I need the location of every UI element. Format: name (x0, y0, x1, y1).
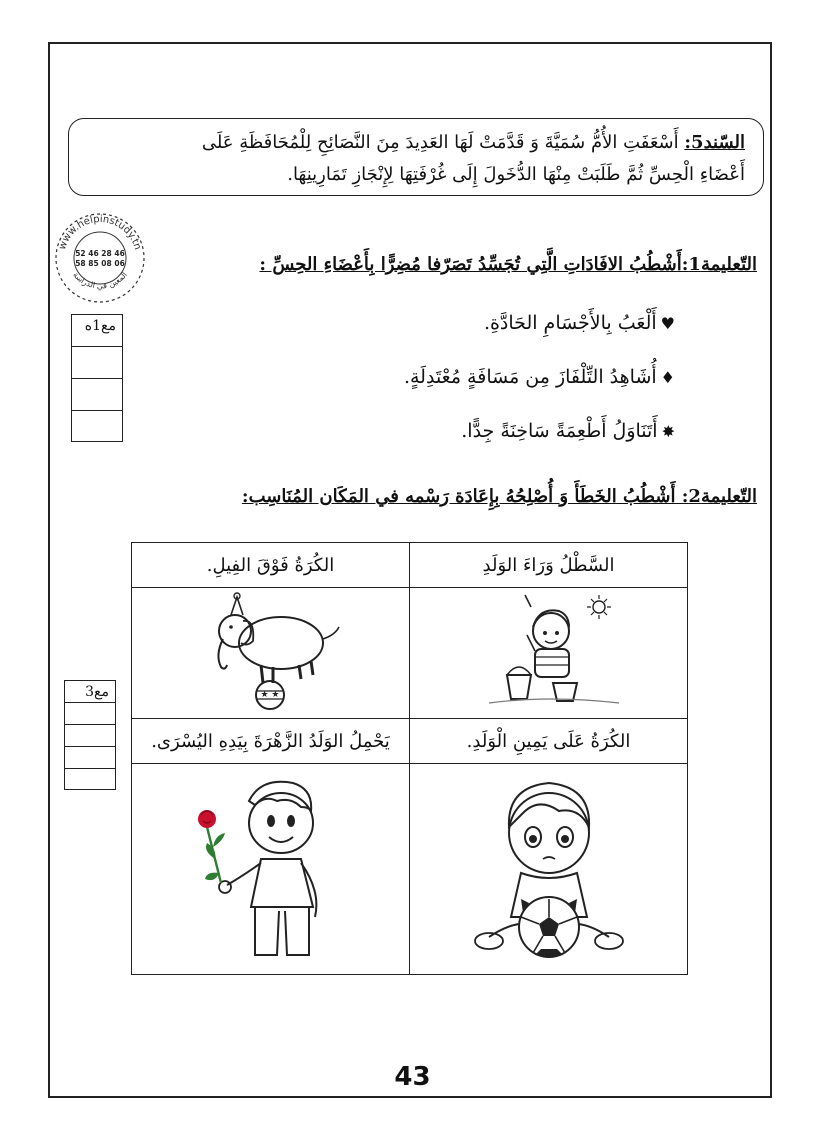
statement-3[interactable] (461, 420, 675, 442)
picture-grid (131, 542, 688, 975)
picture-cell-ball[interactable] (410, 764, 688, 975)
score-cell[interactable] (65, 747, 115, 769)
sanad-text-1: أَسْعَفَتِ الأُمُّ سُمَيَّةَ وَ قَدَّمَتْ لَهَا العَدِيدَ مِنَ النَّصَائِحِ لِلْمُحَافَظَةِ عَلَى (201, 132, 679, 153)
statement-1-text: أَلْعَبُ بِالأَجْسَامِ الحَادَّةِ. (483, 312, 657, 334)
caption-cell-ball: الكُرَةُ عَلَى يَمِينِ الْوَلَدِ. (410, 719, 688, 764)
svg-text:المعين في الدراسة (71, 270, 129, 290)
statement-3-text: أَتَنَاوَلُ أَطْعِمَةً سَاخِنَةً جِدًّا. (461, 420, 658, 442)
boy-with-bucket-icon (469, 591, 629, 711)
score-box-3 (64, 680, 116, 790)
score-box-3-label: مع3 (65, 681, 115, 703)
sanad-line-1 (87, 127, 745, 159)
picture-cell-bucket[interactable] (410, 588, 688, 719)
caption-cell-rose: يَحْمِلُ الوَلَدُ الزَّهْرَةَ بِيَدِهِ اليُسْرَى. (132, 719, 410, 764)
stamp-tagline: المعين في الدراسة (71, 270, 129, 291)
picture-cell-rose[interactable] (132, 764, 410, 975)
stamp-phone-1: 52 46 28 46 (75, 249, 125, 258)
stamp-site: www.helpinstudy.tn (57, 213, 143, 252)
instruction-2-title: التّعليمة2: أَشْطُبُ الخَطَأَ وَ أُصْلِحُهُ بِإِعَادَة رَسْمه في المَكَان المُنَاسِب: (241, 486, 757, 507)
statement-1[interactable] (484, 312, 675, 334)
svg-text:www.helpinstudy.tn (57, 214, 143, 251)
star-burst-icon: ✸ (661, 422, 675, 441)
score-box-1 (71, 314, 123, 442)
stamp-phone-2: 58 85 08 06 (75, 259, 125, 268)
caption-cell-elephant: السَّطْلُ وَرَاءَ الوَلَدِ (410, 543, 688, 588)
score-cell[interactable] (72, 347, 122, 379)
score-cell[interactable] (72, 411, 122, 441)
svg-text:★ ★: ★ ★ (260, 690, 279, 700)
instruction-1-title: التّعليمة1:أَشْطُبُ الافَادَاتِ الَّتِي تُجَسِّدُ تَصَرّفا مُضِرًّا بِأَعْضَاءِ الحِسِّ : (259, 254, 757, 275)
score-cell[interactable] (72, 379, 122, 411)
score-cell[interactable] (65, 725, 115, 747)
elephant-on-ball-icon (191, 591, 351, 711)
heart-icon: ♥ (660, 314, 675, 333)
sanad-text-2: أَعْضَاءِ الْحِسِّ ثُمَّ طَلَبَتْ مِنْهَا الدُّخَولَ إِلَى غُرْفَتِهَا لِإِنْجَازِ تَمَارِينِهَا. (287, 164, 745, 185)
watermark-stamp (52, 210, 148, 306)
statement-2-text: أُشَاهِدُ التِّلْفَازَ مِن مَسَافَةٍ مُعْتَدِلَةٍ. (403, 366, 657, 388)
picture-cell-elephant[interactable] (132, 588, 410, 719)
page-number: 43 (394, 1062, 431, 1092)
caption-cell-bucket: الكُرَةُ فَوْقَ الفِيلِ. (132, 543, 410, 588)
sanad-label: السّند5: (684, 132, 745, 153)
score-cell[interactable] (65, 703, 115, 725)
score-cell[interactable] (65, 769, 115, 789)
sanad-box (68, 118, 764, 196)
stamp-icon (52, 210, 148, 306)
boy-with-ball-icon (459, 767, 639, 967)
boy-with-rose-icon (181, 767, 361, 967)
diamond-icon: ♦ (660, 368, 675, 387)
statement-2[interactable] (404, 366, 675, 388)
score-box-1-label: مع1ه (72, 315, 122, 347)
